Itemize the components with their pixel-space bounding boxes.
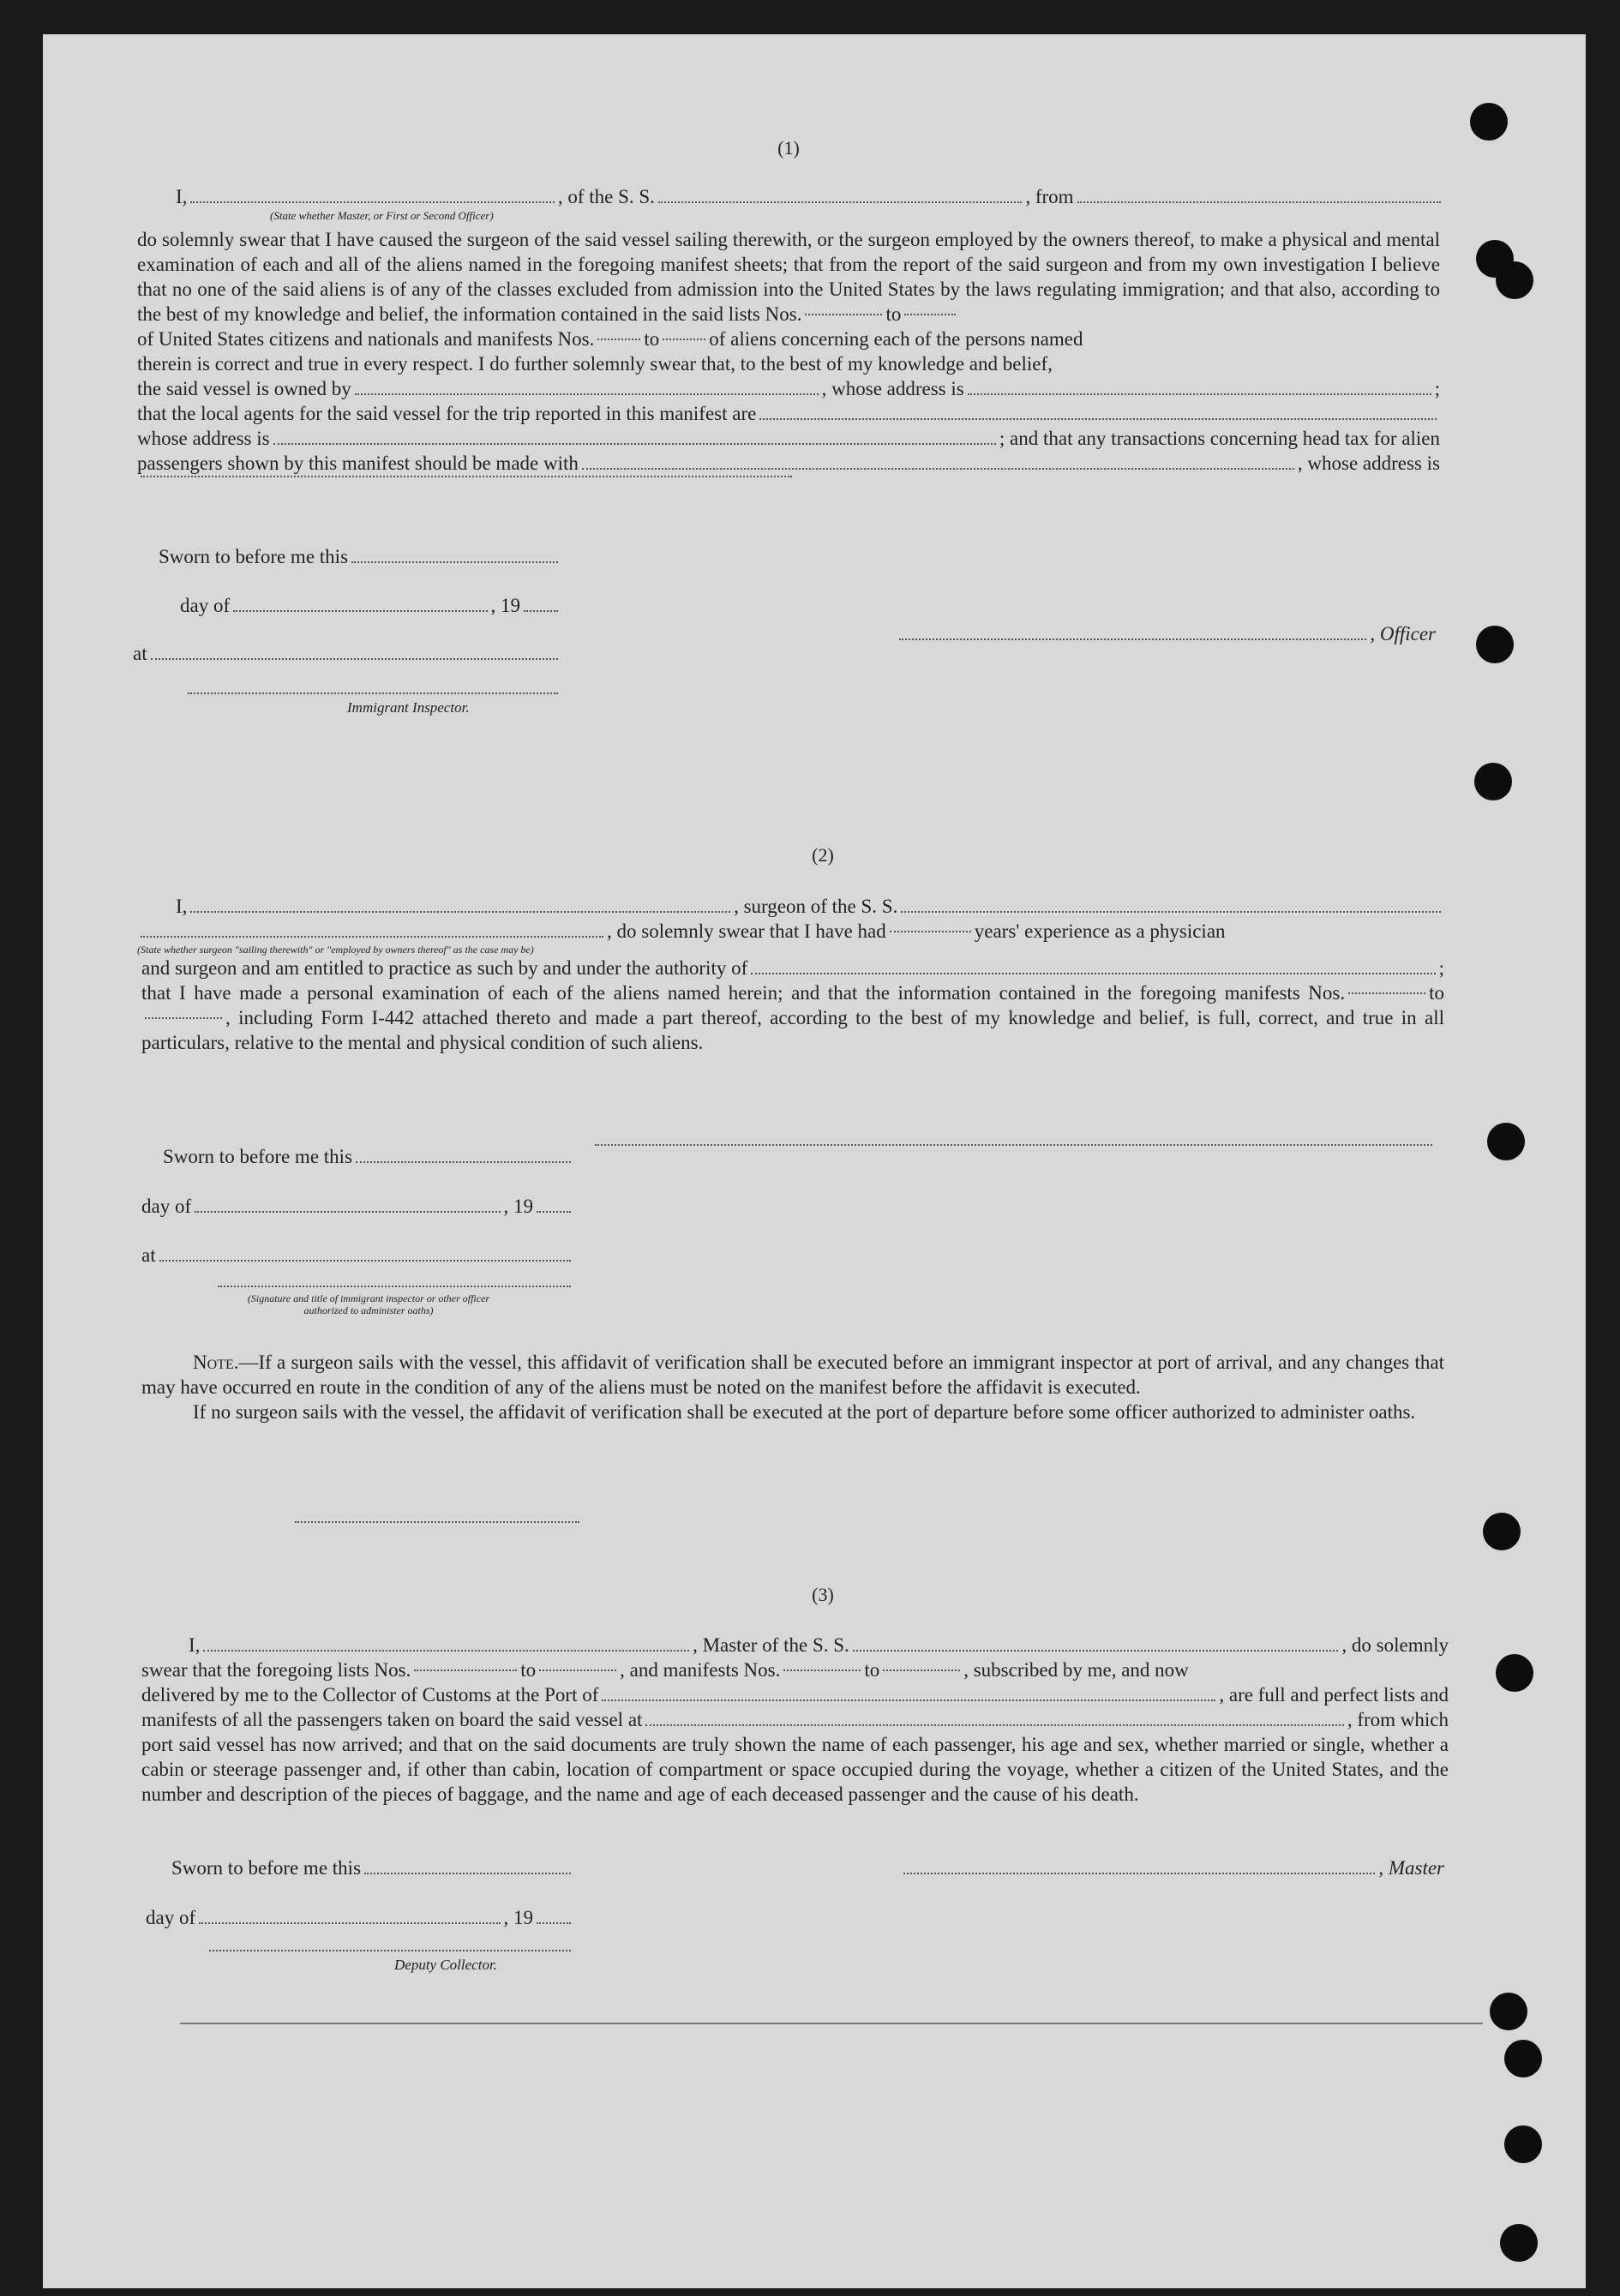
- agents-field[interactable]: [759, 418, 1437, 420]
- section-3-sworn: [171, 1855, 574, 1880]
- year-field[interactable]: [537, 1922, 571, 1924]
- punch-hole: [1483, 1513, 1521, 1550]
- lists-from-field[interactable]: [805, 314, 882, 315]
- examination-paragraph: that I have made a personal examination of each of the aliens named herein; and that the information contained in the foregoing manifests Nos. to, including Form I-442 attached thereto and made a part thereof, according to the best of my knowledge and belief, is full, correct, and true in all particulars, relative to the mental and physical condition of such aliens.: [141, 982, 1444, 1053]
- owned-line: the said vessel is owned by , whose address is ;: [137, 378, 1440, 399]
- section-1-oath-line: [176, 184, 1444, 223]
- manifest-from-field[interactable]: [1348, 992, 1425, 994]
- manifests-to-field[interactable]: [883, 1670, 960, 1671]
- head-tax-agent-field[interactable]: [582, 468, 1294, 470]
- section-2-surgeon-signature: [591, 1144, 1436, 1151]
- day-of-label: day of: [141, 1196, 192, 1217]
- section-1-day: [180, 593, 561, 618]
- oath-i-label: I,: [189, 1634, 201, 1656]
- section-2-oath: [176, 894, 1444, 919]
- day-field[interactable]: [199, 1922, 500, 1924]
- solemnly-label: , do solemnly: [1341, 1634, 1449, 1656]
- manifest-from-field[interactable]: [597, 339, 640, 340]
- from-which-label: , from which: [1347, 1709, 1449, 1730]
- dotted-divider: [295, 1521, 579, 1523]
- final-address-line: [137, 476, 1440, 483]
- agents-line: that the local agents for the said vessel for the trip reported in this manifest are: [137, 401, 1440, 426]
- lists-to-field[interactable]: [539, 1670, 616, 1671]
- master-vessel-field[interactable]: [853, 1650, 1339, 1652]
- punch-hole: [1504, 2040, 1542, 2077]
- owner-address-field[interactable]: [968, 393, 1431, 395]
- signature-note: (Signature and title of immigrant inspector or other officer authorized to administer oaths): [247, 1292, 490, 1316]
- boarding-port-field[interactable]: [645, 1724, 1343, 1726]
- inspector-signature-field[interactable]: [218, 1286, 571, 1287]
- section-number: (1): [777, 137, 800, 159]
- punch-hole: [1496, 1654, 1533, 1692]
- section-1-body: [137, 227, 1440, 483]
- passengers-line: passengers shown by this manifest should be made with , whose address is: [137, 453, 1440, 474]
- section-1-inspector: [184, 692, 561, 716]
- collector-signature-field[interactable]: [209, 1950, 571, 1951]
- section-3-master: [900, 1855, 1444, 1880]
- section-2-signature: [214, 1286, 574, 1316]
- manifest-page: [43, 34, 1586, 2288]
- section-2-body: and surgeon and am entitled to practice as such by and under the authority of ; that I have made a personal examination of each of the aliens named herein; and that the information contained in the foregoing manifests Nos. to, including Form I-442 attached thereto and made a part thereof, according to the best of my knowledge and belief, is full, correct, and true in all particulars, relative to the mental and physical condition of such aliens.: [141, 957, 1444, 1053]
- lists-from-field[interactable]: [414, 1670, 517, 1671]
- surgeon-vessel-label: , surgeon of the S. S.: [734, 896, 898, 917]
- at-label: at: [133, 643, 147, 664]
- surgeon-type-note: (State whether surgeon "sailing therewith" or "employed by owners thereof" as the case may be): [137, 944, 534, 956]
- section-2-swear: [137, 919, 1444, 956]
- manifest-to-field[interactable]: [663, 339, 705, 340]
- year-field[interactable]: [524, 610, 558, 612]
- section-2-sworn: [163, 1144, 574, 1169]
- at-label: at: [141, 1244, 156, 1266]
- citizens-line: of United States citizens and nationals and manifests Nos. to of aliens concerning each of the persons named: [137, 328, 1083, 350]
- manifests-label: , and manifests Nos.: [620, 1659, 781, 1681]
- section-3-day: [146, 1905, 574, 1930]
- section-1: [137, 137, 1440, 159]
- officer-label: , Officer: [1370, 623, 1436, 644]
- officer-name-field[interactable]: [190, 201, 554, 203]
- punch-hole: [1496, 261, 1533, 299]
- sworn-date-field[interactable]: [356, 1161, 571, 1163]
- owner-field[interactable]: [355, 393, 819, 395]
- section-1-at: [133, 641, 561, 666]
- punch-hole: [1474, 763, 1512, 800]
- oath-i-label: I,: [176, 186, 188, 207]
- section-2: [171, 844, 1474, 866]
- section-3-collector: [206, 1950, 574, 1974]
- year-field[interactable]: [537, 1211, 571, 1213]
- head-tax-address-field[interactable]: [141, 476, 792, 477]
- sworn-label: Sworn to before me this: [159, 546, 349, 567]
- note-divider: [291, 1521, 583, 1528]
- sworn-label: Sworn to before me this: [163, 1146, 353, 1167]
- year-label: , 19: [503, 1196, 533, 1217]
- master-name-field[interactable]: [203, 1650, 689, 1652]
- sworn-label: Sworn to before me this: [171, 1857, 362, 1879]
- note-block: [141, 1350, 1444, 1424]
- arrival-paragraph: port said vessel has now arrived; and that on the said documents are truly shown the name of each passenger, his age and sex, whether married or single, whether a cabin or steerage passenger and, if other than cabin, location of compartment or space occupied during the voyage, whether a citizen of the United States, and the number and description of the pieces of baggage, and the name and age of each deceased passenger and the cause of his death.: [141, 1734, 1449, 1805]
- collector-port-field[interactable]: [602, 1700, 1215, 1701]
- day-of-label: day of: [180, 595, 231, 616]
- day-of-label: day of: [146, 1907, 196, 1928]
- punch-hole: [1476, 626, 1514, 663]
- sworn-date-field[interactable]: [351, 561, 558, 563]
- inspector-label: Immigrant Inspector.: [347, 699, 470, 716]
- lists-label: swear that the foregoing lists Nos.: [141, 1659, 411, 1681]
- year-label: , 19: [503, 1907, 533, 1928]
- section-2-at: [141, 1243, 574, 1268]
- bottom-rule: [180, 2023, 1483, 2024]
- oath-paragraph: do solemnly swear that I have caused the surgeon of the said vessel sailing therewith, or the surgeon employed by the owners thereof, to make a physical and mental examination of each and all of the aliens named in the foregoing manifest sheets; that from the report of the said surgeon and from my own investigation I believe that no one of the said aliens is of any of the classes excluded from admission into the United States by the laws regulating immigration; and that also, according to the best of my knowledge and belief, the information contained in the said lists Nos. to: [137, 229, 1440, 325]
- swear-label: , do solemnly swear that I have had: [607, 920, 886, 942]
- note-paragraph-2: If no surgeon sails with the vessel, the affidavit of verification shall be executed at the port of departure before some officer authorized to administer oaths.: [193, 1401, 1416, 1423]
- manifest-to-field[interactable]: [145, 1017, 222, 1019]
- year-label: , 19: [490, 595, 520, 616]
- years-field[interactable]: [890, 931, 971, 932]
- master-signature-field[interactable]: [903, 1873, 1375, 1874]
- section-2-day: [141, 1194, 574, 1219]
- subscribed-label: , subscribed by me, and now: [963, 1659, 1189, 1681]
- manifests-from-field[interactable]: [783, 1670, 861, 1671]
- surgeon-vessel-field[interactable]: [901, 911, 1441, 913]
- from-label: , from: [1025, 186, 1074, 207]
- master-title-label: , Master: [1378, 1857, 1444, 1879]
- oath-i-label: I,: [176, 896, 188, 917]
- inspector-signature-field[interactable]: [188, 692, 558, 694]
- day-field[interactable]: [195, 1211, 500, 1213]
- note-paragraph-1: Note.—If a surgeon sails with the vessel, this affidavit of verification shall be executed before an immigrant inspector at port of arrival, and any changes that may have occurred en route in the condition of any of the aliens must be noted on the manifest before the affidavit is executed.: [141, 1352, 1444, 1398]
- collector-port-label: delivered by me to the Collector of Customs at the Port of: [141, 1684, 599, 1706]
- surgeon-name-field[interactable]: [190, 911, 730, 913]
- authority-field[interactable]: [751, 973, 1435, 974]
- sworn-date-field[interactable]: [364, 1873, 571, 1874]
- years-label: years' experience as a physician: [974, 920, 1226, 942]
- day-field[interactable]: [233, 610, 487, 612]
- master-label: , Master of the S. S.: [693, 1634, 849, 1656]
- section-3-body: [141, 1633, 1449, 1807]
- punch-hole: [1504, 2125, 1542, 2163]
- vessel-name-field[interactable]: [658, 201, 1022, 203]
- correct-line: therein is correct and true in every respect. I do further solemnly swear that, to the best of my knowledge and belief,: [137, 353, 1053, 375]
- punch-hole: [1470, 103, 1508, 141]
- section-1-officer: [896, 621, 1436, 646]
- to-label: to: [864, 1659, 880, 1681]
- section-number: (2): [812, 844, 834, 866]
- surgeon-type-field[interactable]: [141, 936, 603, 938]
- lists-to-field[interactable]: [904, 314, 956, 315]
- surgeon-signature-field[interactable]: [595, 1144, 1432, 1146]
- at-field[interactable]: [159, 1260, 571, 1262]
- perfect-lists-label: , are full and perfect lists and: [1219, 1684, 1449, 1706]
- agents-address-field[interactable]: [273, 443, 996, 445]
- section-number: (3): [812, 1584, 834, 1605]
- officer-title-note: (State whether Master, or First or Second Officer): [270, 209, 494, 222]
- punch-hole: [1500, 2224, 1538, 2262]
- at-field[interactable]: [151, 658, 558, 660]
- authority-label: and surgeon and am entitled to practice as such by and under the authority of: [141, 957, 748, 979]
- section-1-sworn: [159, 544, 561, 569]
- to-label: to: [520, 1659, 537, 1681]
- punch-hole: [1487, 1123, 1525, 1160]
- from-port-field[interactable]: [1077, 201, 1441, 203]
- section-3: [171, 1584, 1474, 1606]
- whose-address-line: whose address is ; and that any transactions concerning head tax for alien: [137, 428, 1440, 449]
- punch-hole: [1490, 1993, 1527, 2030]
- boarding-port-label: manifests of all the passengers taken on board the said vessel at: [141, 1709, 643, 1730]
- vessel-label: , of the S. S.: [557, 186, 655, 207]
- deputy-collector-label: Deputy Collector.: [394, 1957, 497, 1973]
- officer-signature-field[interactable]: [899, 638, 1366, 640]
